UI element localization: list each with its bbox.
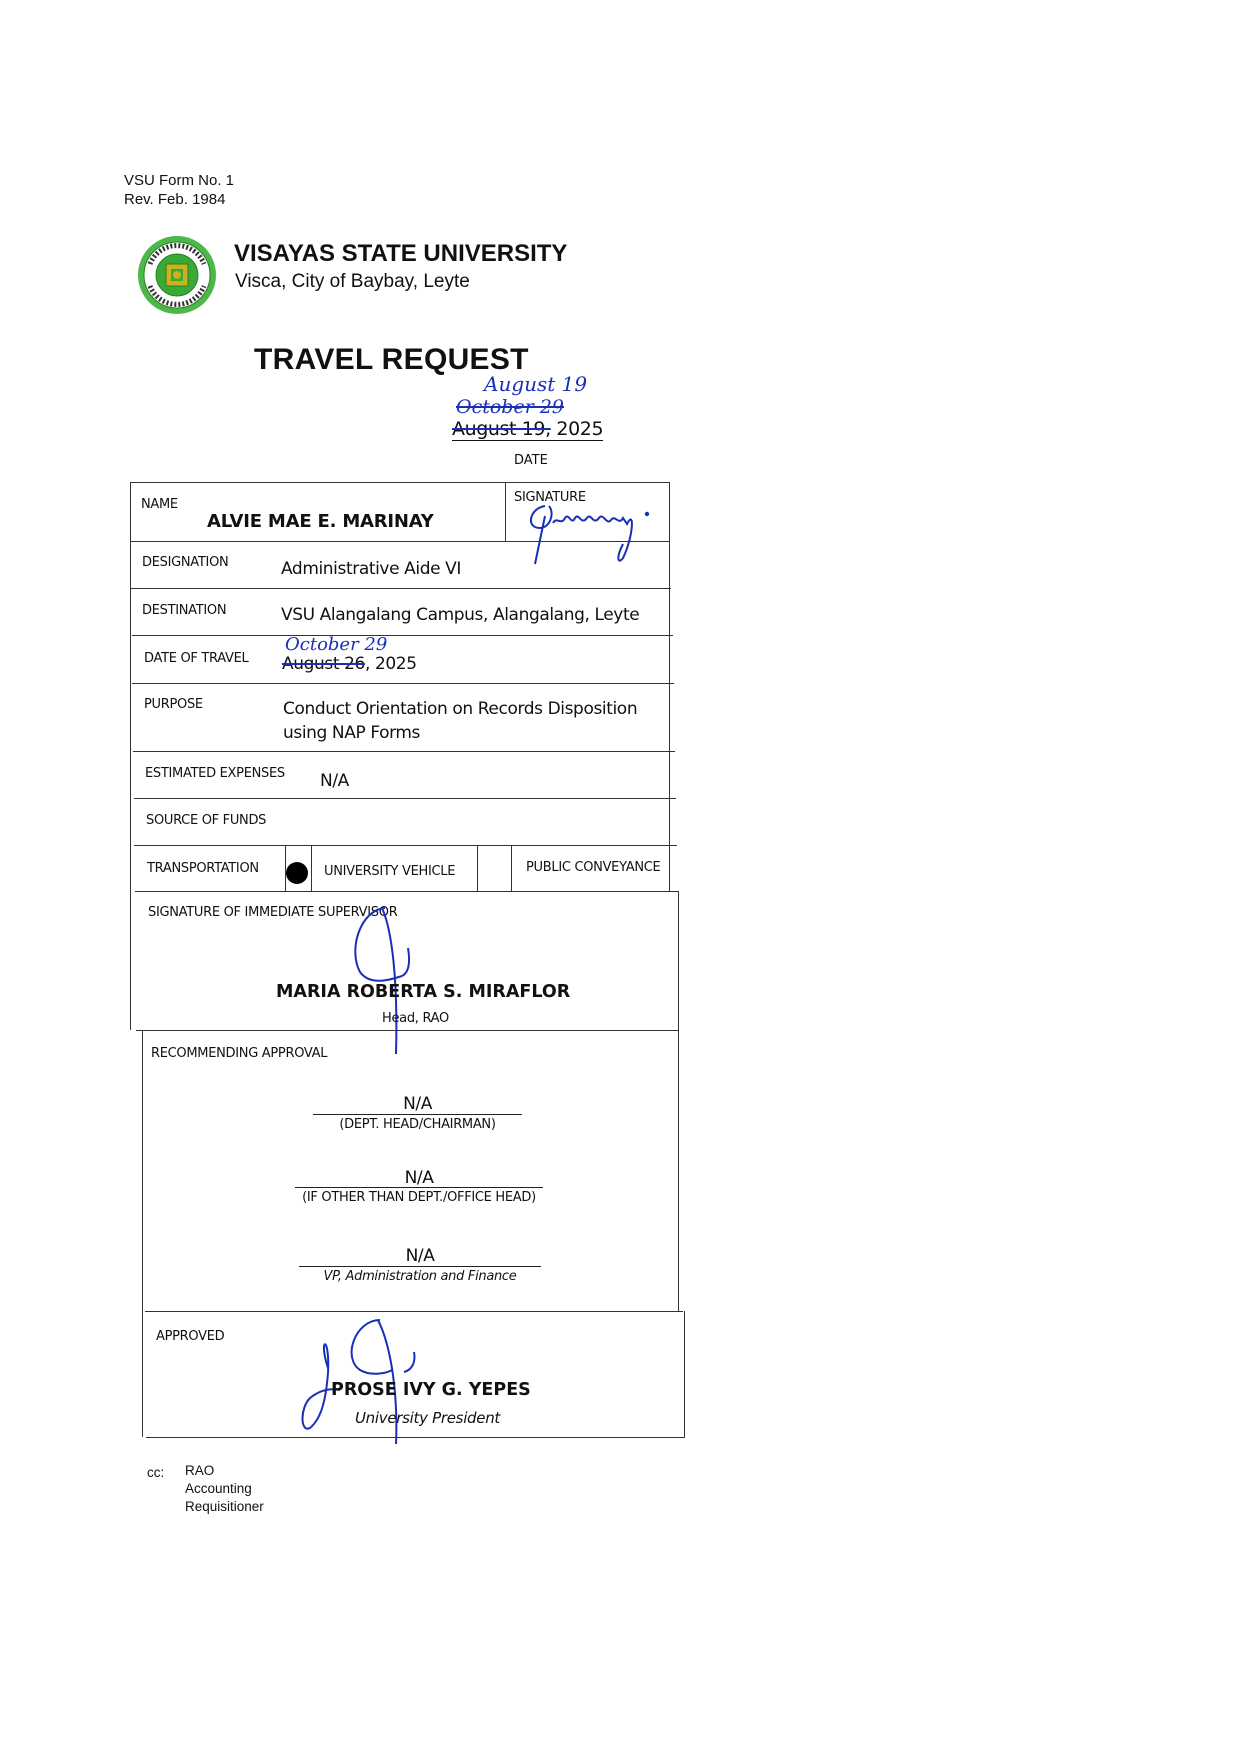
purpose-line1: Conduct Orientation on Records Disposition xyxy=(283,699,638,719)
recommending-caption-3: VP, Administration and Finance xyxy=(323,1269,517,1284)
date-of-travel-label: DATE OF TRAVEL xyxy=(144,651,249,666)
purpose-label: PURPOSE xyxy=(144,697,203,712)
supervisor-title: Head, RAO xyxy=(382,1011,449,1026)
recommending-caption-2: (IF OTHER THAN DEPT./OFFICE HEAD) xyxy=(302,1190,536,1205)
date-of-travel-handwritten: October 29 xyxy=(285,634,388,655)
requester-signature xyxy=(515,498,655,572)
date-value xyxy=(452,418,603,441)
public-conveyance-option: PUBLIC CONVEYANCE xyxy=(526,860,661,875)
cc-label: cc: xyxy=(147,1465,165,1480)
recommending-label: RECOMMENDING APPROVAL xyxy=(151,1046,328,1061)
university-vehicle-option: UNIVERSITY VEHICLE xyxy=(324,864,456,879)
expenses-label: ESTIMATED EXPENSES xyxy=(145,766,285,781)
cc-recipient: RAO xyxy=(185,1463,215,1478)
president-name: PROSE IVY G. YEPES xyxy=(331,1380,531,1400)
destination-value: VSU Alangalang Campus, Alangalang, Leyte xyxy=(281,605,640,625)
purpose-line2: using NAP Forms xyxy=(283,723,421,743)
university-address: Visca, City of Baybay, Leyte xyxy=(235,271,470,292)
transportation-label: TRANSPORTATION xyxy=(147,861,259,876)
signature-line-3 xyxy=(299,1266,541,1267)
cc-recipient: Accounting xyxy=(185,1481,252,1496)
form-revision: Rev. Feb. 1984 xyxy=(124,191,226,208)
page-title: TRAVEL REQUEST xyxy=(254,343,529,376)
name-value: ALVIE MAE E. MARINAY xyxy=(207,511,434,532)
date-year: 2025 xyxy=(556,418,604,440)
name-label: NAME xyxy=(141,497,178,512)
supervisor-label: SIGNATURE OF IMMEDIATE SUPERVISOR xyxy=(148,905,398,920)
signature-label: SIGNATURE xyxy=(514,490,586,505)
expenses-value: N/A xyxy=(320,771,349,791)
president-title: University President xyxy=(355,1409,500,1427)
public-conveyance-checkbox[interactable] xyxy=(479,847,509,889)
university-seal-logo xyxy=(136,234,218,316)
form-number: VSU Form No. 1 xyxy=(124,172,235,189)
approved-label: APPROVED xyxy=(156,1329,225,1344)
date-label: DATE xyxy=(514,453,548,468)
university-vehicle-checkbox-filled[interactable] xyxy=(286,862,308,884)
designation-label: DESIGNATION xyxy=(142,555,229,570)
funds-label: SOURCE OF FUNDS xyxy=(146,813,267,828)
date-printed: August 19, xyxy=(452,418,551,440)
date-handwritten-struck: October 29 xyxy=(456,396,564,418)
date-of-travel-year: , 2025 xyxy=(364,654,417,674)
designation-value: Administrative Aide VI xyxy=(281,559,461,579)
destination-label: DESTINATION xyxy=(142,603,227,618)
date-handwritten-new: August 19 xyxy=(484,372,588,396)
signature-line-2 xyxy=(295,1187,543,1188)
cc-recipient: Requisitioner xyxy=(185,1499,264,1514)
recommending-value-1: N/A xyxy=(403,1094,432,1114)
university-name: VISAYAS STATE UNIVERSITY xyxy=(234,240,568,267)
recommending-value-3: N/A xyxy=(405,1246,435,1266)
date-of-travel-printed: August 26 xyxy=(282,654,365,674)
recommending-value-2: N/A xyxy=(404,1168,434,1188)
date-of-travel-value xyxy=(282,654,417,674)
supervisor-name: MARIA ROBERTA S. MIRAFLOR xyxy=(276,982,571,1002)
signature-line-1 xyxy=(313,1114,522,1115)
recommending-caption-1: (DEPT. HEAD/CHAIRMAN) xyxy=(339,1117,496,1132)
